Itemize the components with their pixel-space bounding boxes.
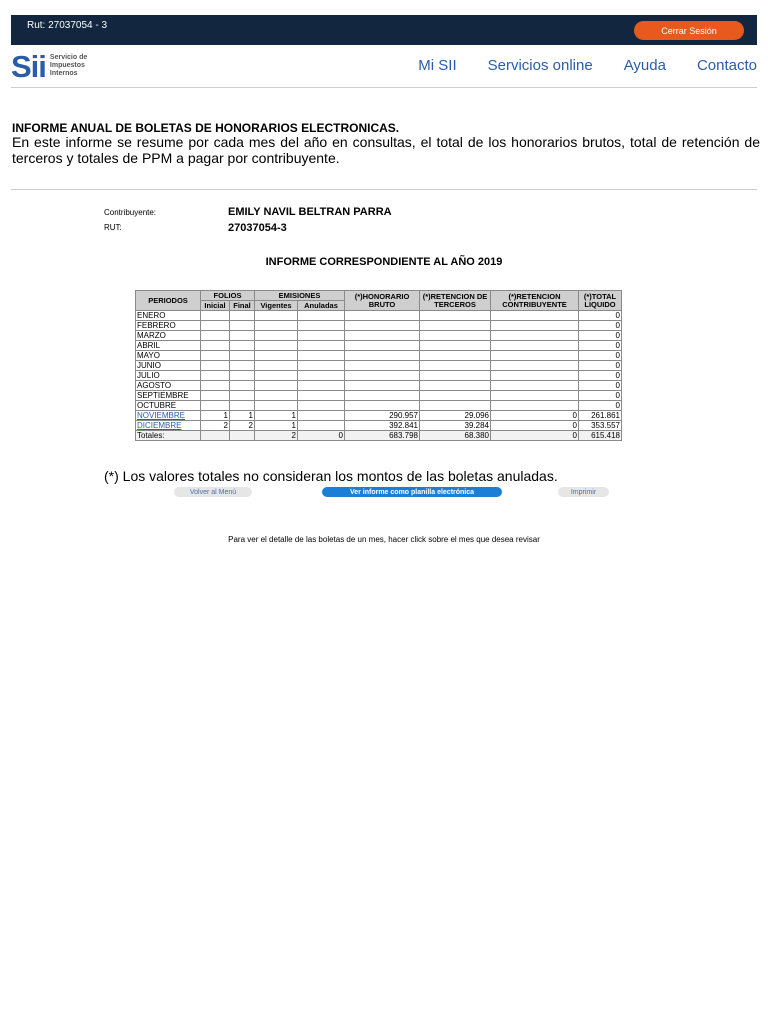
sii-logo-text (50, 54, 87, 78)
table-row (136, 331, 622, 341)
table-cell (491, 351, 579, 361)
report-year-title: INFORME CORRESPONDIENTE AL AÑO 2019 (265, 256, 503, 268)
table-cell (298, 371, 345, 381)
col-vigentes: Vigentes (255, 301, 298, 311)
totals-note: (*) Los valores totales no consideran los montos de las boletas anuladas. (104, 468, 558, 484)
col-anuladas: Anuladas (298, 301, 345, 311)
table-cell (420, 331, 491, 341)
table-cell (345, 311, 420, 321)
table-cell (201, 361, 230, 371)
table-row (136, 361, 622, 371)
main-nav (418, 57, 757, 74)
rut-value: 27037054-3 (228, 222, 287, 234)
page-description: En este informe se resume por cada mes del año en consultas, el total de los honorarios brutos, total de retención de terceros y totales de PPM a pagar por contribuyente. (12, 134, 760, 166)
table-cell (345, 351, 420, 361)
back-to-menu-button[interactable]: Volver al Menú (174, 487, 252, 497)
annual-report-table (135, 290, 622, 441)
totals-row (136, 431, 622, 441)
table-cell (345, 371, 420, 381)
table-row (136, 381, 622, 391)
sii-logo-mark: Sii (11, 48, 46, 84)
month-cell: MAYO (136, 351, 201, 361)
col-ret-terceros: (*)RETENCION DE TERCEROS (420, 291, 491, 311)
footer-hint: Para ver el detalle de las boletas de un mes, hacer click sobre el mes que desea revisar (228, 535, 540, 544)
print-button[interactable]: Imprimir (558, 487, 609, 497)
table-cell: 29.096 (420, 411, 491, 421)
table-cell: 0 (579, 311, 622, 321)
table-cell: 0 (579, 391, 622, 401)
table-cell (230, 431, 255, 441)
table-cell (255, 311, 298, 321)
table-row (136, 371, 622, 381)
table-cell (230, 331, 255, 341)
table-row (136, 311, 622, 321)
table-cell (298, 321, 345, 331)
month-cell: ENERO (136, 311, 201, 321)
table-row (136, 401, 622, 411)
table-cell: 392.841 (345, 421, 420, 431)
table-cell (420, 391, 491, 401)
table-cell (255, 371, 298, 381)
table-cell (491, 401, 579, 411)
table-cell (345, 401, 420, 411)
table-cell (201, 431, 230, 441)
top-bar (11, 15, 757, 45)
table-cell (420, 311, 491, 321)
table-cell (230, 311, 255, 321)
table-cell (230, 381, 255, 391)
table-cell: 1 (201, 411, 230, 421)
totals-label: Totales: (136, 431, 201, 441)
col-folios: FOLIOS (201, 291, 255, 301)
table-cell (230, 351, 255, 361)
table-cell: 1 (255, 411, 298, 421)
nav-mi-sii[interactable]: Mi SII (418, 57, 457, 74)
table-cell (420, 401, 491, 411)
totals-ret-contrib: 0 (491, 431, 579, 441)
table-cell: 353.557 (579, 421, 622, 431)
table-cell (255, 391, 298, 401)
nav-contacto[interactable]: Contacto (696, 57, 757, 74)
spreadsheet-button[interactable]: Ver informe como planilla electrónica (322, 487, 502, 497)
table-cell (298, 421, 345, 431)
col-total: (*)TOTAL LIQUIDO (579, 291, 622, 311)
table-cell: 261.861 (579, 411, 622, 421)
table-cell (230, 341, 255, 351)
table-cell (491, 371, 579, 381)
table-cell (491, 341, 579, 351)
totals-ret-terceros: 68.380 (420, 431, 491, 441)
month-cell: SEPTIEMBRE (136, 391, 201, 401)
table-cell (345, 321, 420, 331)
contribuyente-name: EMILY NAVIL BELTRAN PARRA (228, 206, 392, 218)
table-cell (255, 401, 298, 411)
table-cell (230, 361, 255, 371)
table-cell (491, 321, 579, 331)
table-cell (491, 331, 579, 341)
table-cell (298, 331, 345, 341)
table-cell (298, 401, 345, 411)
nav-ayuda[interactable]: Ayuda (623, 57, 666, 74)
nav-servicios-online[interactable]: Servicios online (487, 57, 593, 74)
month-cell: JUNIO (136, 361, 201, 371)
month-cell: MARZO (136, 331, 201, 341)
table-cell (201, 371, 230, 381)
table-cell: 0 (579, 341, 622, 351)
month-cell[interactable]: DICIEMBRE (136, 421, 201, 431)
col-honorario: (*)HONORARIO BRUTO (345, 291, 420, 311)
table-cell: 0 (579, 321, 622, 331)
table-cell: 39.284 (420, 421, 491, 431)
table-cell: 0 (491, 421, 579, 431)
table-row (136, 351, 622, 361)
table-cell (255, 361, 298, 371)
site-header (11, 45, 757, 88)
table-cell (201, 401, 230, 411)
rut-label: RUT: (104, 223, 122, 232)
col-periodos: PERIODOS (136, 291, 201, 311)
table-cell: 0 (491, 411, 579, 421)
month-cell: JULIO (136, 371, 201, 381)
totals-total: 615.418 (579, 431, 622, 441)
table-row (136, 411, 622, 421)
sii-logo[interactable] (11, 50, 121, 82)
table-cell (201, 351, 230, 361)
table-cell (201, 331, 230, 341)
table-cell (491, 381, 579, 391)
col-ret-contrib: (*)RETENCION CONTRIBUYENTE (491, 291, 579, 311)
table-cell (345, 341, 420, 351)
table-cell: 2 (201, 421, 230, 431)
month-cell: ABRIL (136, 341, 201, 351)
table-cell: 1 (230, 411, 255, 421)
table-cell (298, 341, 345, 351)
table-cell (345, 331, 420, 341)
table-cell (298, 351, 345, 361)
table-cell (230, 391, 255, 401)
table-row (136, 321, 622, 331)
page-title: INFORME ANUAL DE BOLETAS DE HONORARIOS ELECTRONICAS. (12, 121, 400, 135)
table-cell: 0 (579, 331, 622, 341)
table-cell (201, 381, 230, 391)
divider (11, 189, 757, 190)
month-cell[interactable]: NOVIEMBRE (136, 411, 201, 421)
table-row (136, 391, 622, 401)
table-cell (230, 371, 255, 381)
table-cell (201, 391, 230, 401)
table-cell (298, 411, 345, 421)
logo-line: Internos (49, 70, 78, 77)
logo-line: Servicio de (49, 54, 88, 61)
table-cell (345, 381, 420, 391)
table-cell (298, 391, 345, 401)
month-cell: OCTUBRE (136, 401, 201, 411)
table-cell (491, 361, 579, 371)
table-cell: 0 (579, 401, 622, 411)
table-cell: 0 (579, 371, 622, 381)
table-row (136, 341, 622, 351)
table-cell (420, 381, 491, 391)
totals-vigentes: 2 (255, 431, 298, 441)
table-cell (420, 341, 491, 351)
table-cell (420, 351, 491, 361)
table-cell (255, 381, 298, 391)
table-cell (345, 361, 420, 371)
table-cell (201, 341, 230, 351)
table-row (136, 421, 622, 431)
table-cell (298, 311, 345, 321)
table-cell: 0 (579, 361, 622, 371)
table-cell (491, 311, 579, 321)
totals-anuladas: 0 (298, 431, 345, 441)
table-cell (345, 391, 420, 401)
table-cell (255, 351, 298, 361)
table-cell: 1 (255, 421, 298, 431)
table-cell (491, 391, 579, 401)
table-cell: 290.957 (345, 411, 420, 421)
contribuyente-label: Contribuyente: (104, 208, 157, 217)
col-inicial: Inicial (201, 301, 230, 311)
table-cell (420, 361, 491, 371)
logo-line: Impuestos (49, 62, 85, 69)
table-cell (420, 371, 491, 381)
month-cell: AGOSTO (136, 381, 201, 391)
user-rut: Rut: 27037054 - 3 (27, 20, 108, 31)
table-cell (255, 331, 298, 341)
table-cell: 2 (230, 421, 255, 431)
month-cell: FEBRERO (136, 321, 201, 331)
col-final: Final (230, 301, 255, 311)
table-cell: 0 (579, 381, 622, 391)
table-cell (201, 321, 230, 331)
table-cell: 0 (579, 351, 622, 361)
table-cell (230, 401, 255, 411)
col-emisiones: EMISIONES (255, 291, 345, 301)
table-cell (255, 341, 298, 351)
table-cell (420, 321, 491, 331)
table-cell (298, 381, 345, 391)
logout-button[interactable]: Cerrar Sesión (634, 21, 744, 40)
table-cell (298, 361, 345, 371)
table-cell (230, 321, 255, 331)
totals-honorario: 683.798 (345, 431, 420, 441)
table-cell (201, 311, 230, 321)
table-cell (255, 321, 298, 331)
